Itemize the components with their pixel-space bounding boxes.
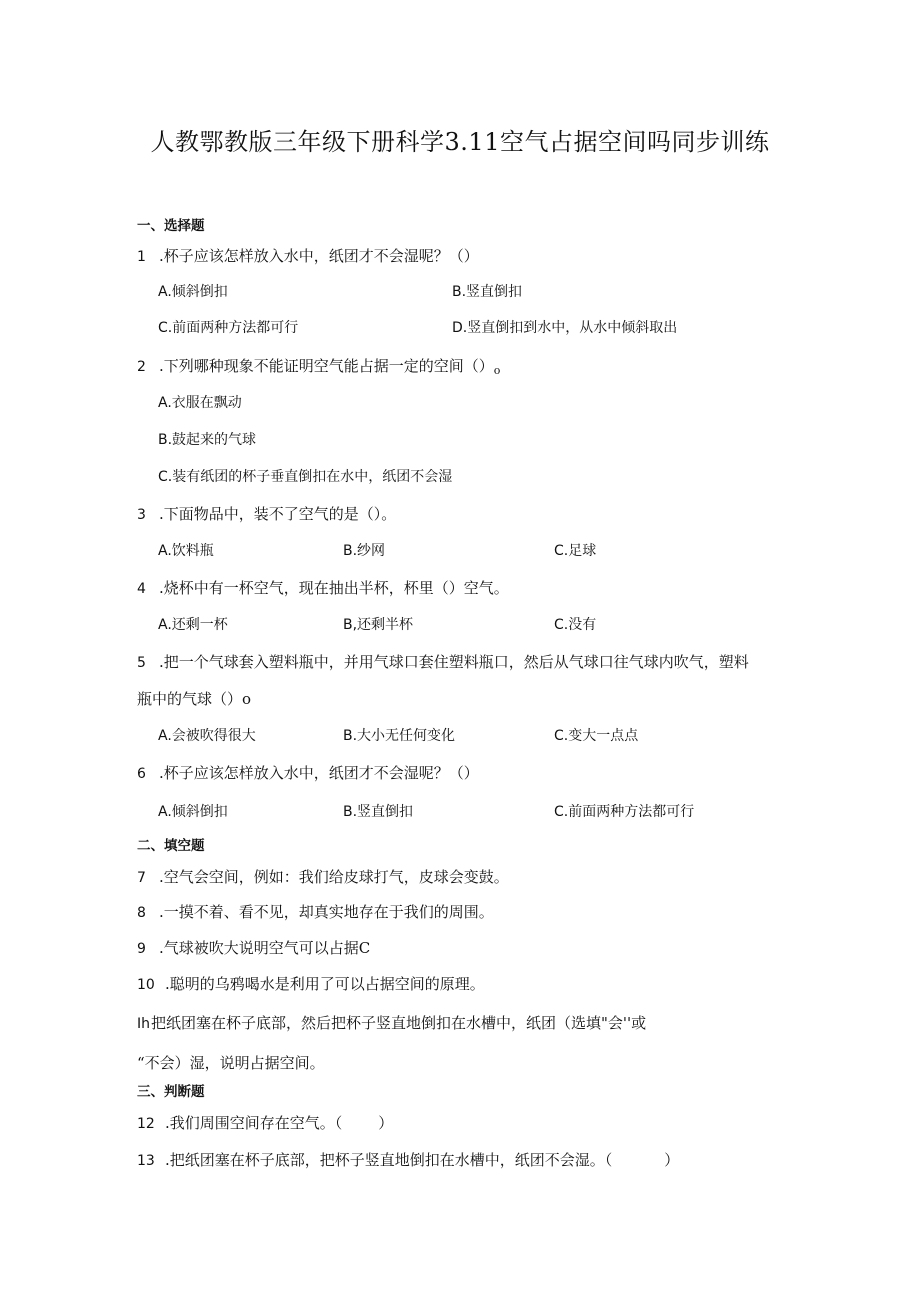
- question-text: .杯子应该怎样放入水中，纸团才不会湿呢？（）: [159, 764, 479, 782]
- answer-paren-close: ）: [378, 1114, 394, 1132]
- question-text: .杯子应该怎样放入水中，纸团才不会湿呢？（）: [159, 247, 479, 265]
- question-5: [137, 652, 749, 673]
- question-5-continued: 瓶中的气球（）o: [137, 690, 252, 708]
- question-text: .烧杯中有一杯空气，现在抽出半杯，杯里（）空气。: [159, 579, 509, 597]
- question-number: 12: [137, 1116, 155, 1132]
- question-13: [137, 1150, 679, 1171]
- question-number: 10: [137, 977, 155, 993]
- question-number: 7: [137, 870, 146, 886]
- question-suffix: o: [493, 364, 501, 377]
- question-text: .一摸不着、看不见，却真实地存在于我们的周围。: [159, 903, 494, 921]
- question-number: 3: [137, 507, 146, 523]
- question-number: 9: [137, 941, 146, 957]
- option-c: C.装有纸团的杯子垂直倒扣在水中，纸团不会湿: [158, 469, 453, 485]
- page-title: 人教鄂教版三年级下册科学3.11空气占据空间吗同步训练: [150, 128, 770, 156]
- section-heading-judge: 三、判断题: [137, 1084, 205, 1100]
- question-number: 6: [137, 766, 146, 782]
- question-11-continued: “不会）湿，说明占据空间。: [137, 1054, 325, 1072]
- question-8: [137, 902, 494, 923]
- question-number: Ih: [137, 1016, 151, 1032]
- question-7: [137, 867, 509, 888]
- question-2: [137, 356, 500, 381]
- question-3: [137, 504, 396, 525]
- question-text: .下列哪种现象不能证明空气能占据一定的空间（）: [159, 357, 494, 375]
- option-b: B.大小无任何变化: [343, 728, 456, 744]
- option-a: A.饮料瓶: [158, 543, 214, 559]
- section-heading-choice: 一、选择题: [137, 218, 205, 234]
- question-text: .聪明的乌鸦喝水是利用了可以占据空间的原理。: [165, 975, 485, 993]
- option-b: B.鼓起来的气球: [158, 432, 257, 448]
- option-c: C.没有: [554, 617, 597, 633]
- question-text: .下面物品中，装不了空气的是（）。: [159, 505, 397, 523]
- question-text: .把纸团塞在杯子底部，把杯子竖直地倒扣在水槽中，纸团不会湿。（: [165, 1151, 613, 1169]
- option-a: A.倾斜倒扣: [158, 804, 228, 820]
- option-c: C.足球: [554, 543, 597, 559]
- option-c: C.变大一点点: [554, 728, 639, 744]
- option-a: A.会被吹得很大: [158, 728, 256, 744]
- option-b: B.纱网: [343, 543, 386, 559]
- question-number: 8: [137, 905, 146, 921]
- question-number: 5: [137, 655, 146, 671]
- answer-paren-close: ）: [664, 1151, 680, 1169]
- option-a: A.倾斜倒扣: [158, 284, 228, 300]
- question-number: 1: [137, 249, 146, 265]
- question-4: [137, 578, 509, 599]
- option-b: B,还剩半杯: [343, 617, 414, 633]
- option-a: A.还剩一杯: [158, 617, 228, 633]
- question-text: .气球被吹大说明空气可以占据C: [159, 939, 371, 957]
- question-11: [137, 1013, 646, 1034]
- option-b: B.竖直倒扣: [452, 284, 523, 300]
- section-heading-fill: 二、填空题: [137, 838, 205, 854]
- question-text: .把一个气球套入塑料瓶中，并用气球口套住塑料瓶口，然后从气球口往气球内吹气，塑料: [159, 653, 749, 671]
- option-b: B.竖直倒扣: [343, 804, 414, 820]
- option-c: C.前面两种方法都可行: [554, 804, 695, 820]
- option-a: A.衣服在飘动: [158, 395, 242, 411]
- question-number: 13: [137, 1153, 155, 1169]
- option-c: C.前面两种方法都可行: [158, 320, 299, 336]
- question-text: 把纸团塞在杯子底部，然后把杯子竖直地倒扣在水槽中，纸团（选填"会''或: [151, 1014, 647, 1032]
- question-12: [137, 1113, 393, 1134]
- question-9: [137, 938, 370, 959]
- question-number: 2: [137, 359, 146, 375]
- question-6: [137, 763, 479, 784]
- question-text: .空气会空间，例如：我们给皮球打气，皮球会变鼓。: [159, 868, 509, 886]
- question-1: [137, 246, 479, 267]
- question-10: [137, 974, 485, 995]
- question-text: .我们周围空间存在空气。（: [165, 1114, 343, 1132]
- option-d: D.竖直倒扣到水中，从水中倾斜取出: [452, 320, 678, 336]
- question-number: 4: [137, 581, 146, 597]
